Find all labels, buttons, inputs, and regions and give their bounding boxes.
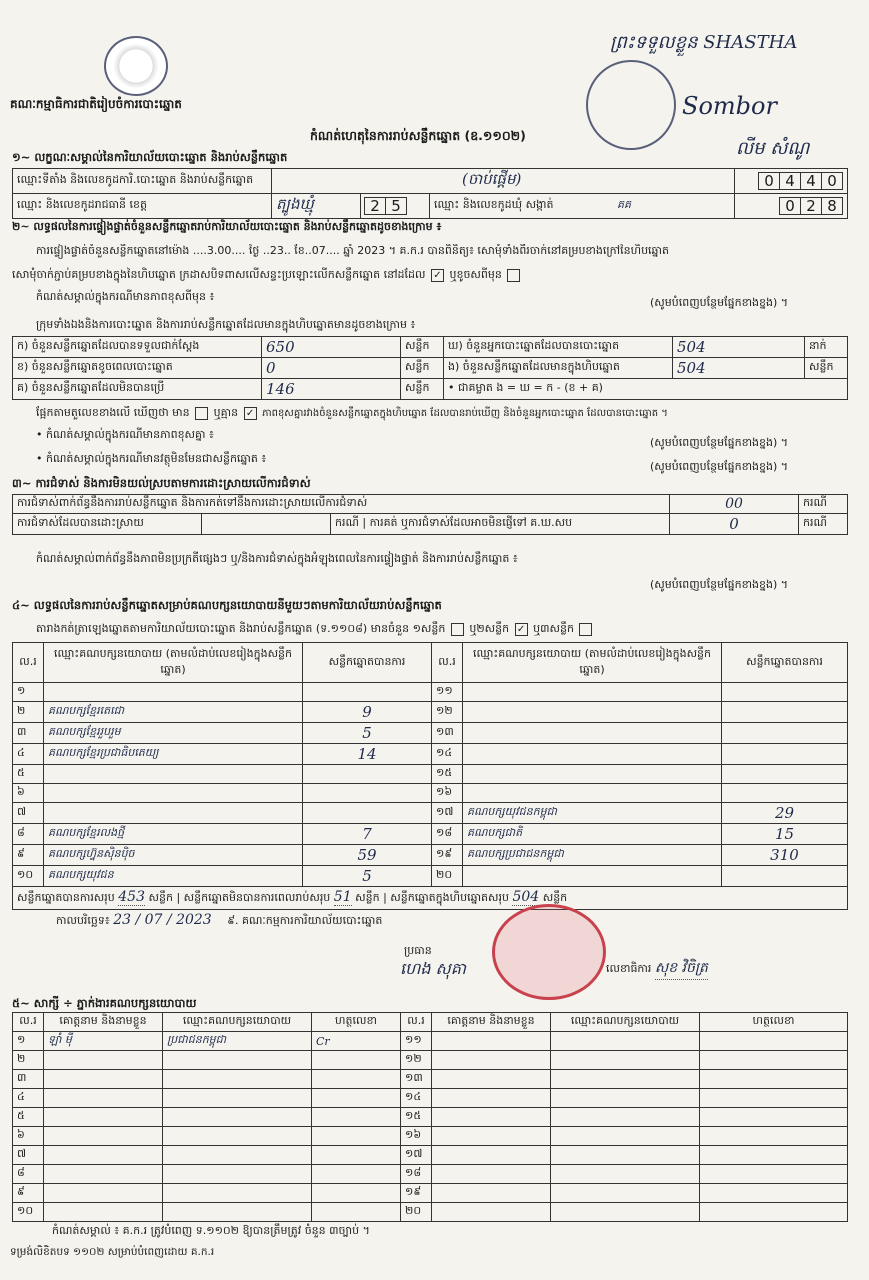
col-votes-right: សន្លឹកឆ្នោតបានការ: [722, 643, 848, 683]
vote-party: [44, 784, 303, 803]
witness-no: ៧: [13, 1146, 44, 1165]
one-sheet-checkbox[interactable]: [451, 623, 464, 636]
witness-signature[interactable]: [700, 1089, 848, 1108]
count-e-value: 504: [673, 358, 805, 379]
witness-name: ឡាំ ម៉ី: [44, 1032, 163, 1051]
witness-name: [432, 1108, 551, 1127]
witness-signature[interactable]: [312, 1165, 401, 1184]
votes-row: [13, 784, 848, 803]
col-no-left: ល.រ: [13, 643, 44, 683]
count-d-unit: នាក់: [805, 337, 848, 358]
count-b-label: ខ) ចំនួនសន្លឹកឆ្នោតខូចពេលបោះឆ្នោត: [13, 358, 262, 379]
witness-party: [551, 1165, 700, 1184]
vote-no: ៤: [13, 744, 44, 765]
witness-name: [44, 1165, 163, 1184]
station-table: [12, 168, 848, 219]
objection-related-label: ការជំទាស់ពាក់ព័ន្ធនឹងការរាប់សន្លឹកឆ្នោត និងការកត់ទៅនឹងការដោះស្រាយលើការជំទាស់: [13, 495, 670, 514]
vote-count: 59: [303, 845, 432, 866]
section-2-title: ២~ លទ្ធផលនៃការផ្ទៀងផ្ទាត់ចំនួនសន្លឹកឆ្នោតរាប់ការិយាល័យបោះឆ្នោត និងរាប់សន្លឹកឆ្នោតដូចខាងក្រោម ៖: [12, 220, 442, 233]
vote-no: ១១: [432, 683, 463, 702]
count-d-value: 504: [673, 337, 805, 358]
witness-name: [44, 1146, 163, 1165]
official-stamp-top: [586, 60, 676, 150]
witness-no: ៩: [13, 1184, 44, 1203]
w-col-no-right: ល.រ: [401, 1013, 432, 1032]
witness-row: [13, 1032, 848, 1051]
nec-emblem: [104, 36, 168, 96]
chair-signature: ហេង សុគា: [400, 959, 467, 978]
fill-note-4: (សូមបំពេញបន្ថែមផ្នែកខាងខ្នង) ។: [650, 578, 789, 591]
vote-count: 5: [303, 866, 432, 887]
commune-label: ឈ្មោះ និងលេខកូដឃុំ សង្កាត់ គគ: [430, 194, 735, 219]
witness-row: [13, 1051, 848, 1070]
section-3-title: ៣~ ការជំទាស់ និងការមិនយល់ស្របតាមការដោះស្រាយលើការជំទាស់: [12, 476, 311, 490]
votes-row: [13, 744, 848, 765]
changed-checkbox[interactable]: [507, 269, 520, 282]
objection-forward-label: ករណី | ការគត់ ឬការជំទាស់ដែលអាចមិនផ្ញើទៅ គ.ឃ.សប: [331, 514, 670, 535]
date-line: កាលបរិច្ឆេទ៖ 23 / 07 / 2023 ៩. គណៈកម្មការការិយាល័យបោះឆ្នោត: [56, 912, 383, 928]
total-valid: 453: [118, 889, 145, 905]
chair-label: ប្រធាន: [404, 944, 432, 957]
count-a-unit: សន្លឹក: [401, 337, 444, 358]
witness-row: [13, 1203, 848, 1222]
witness-party: [551, 1032, 700, 1051]
count-e-unit: សន្លឹក: [805, 358, 848, 379]
col-party-left: ឈ្មោះគណបក្សនយោបាយ (តាមលំដាប់លេខរៀងក្នុងសន្លឹកឆ្នោត): [44, 643, 303, 683]
witness-no: ៤: [13, 1089, 44, 1108]
count-b-unit: សន្លឹក: [401, 358, 444, 379]
fill-note-2: (សូមបំពេញបន្ថែមផ្នែកខាងខ្នង) ។: [650, 436, 789, 449]
org-name: គណៈកម្មាធិការជាតិរៀបចំការបោះឆ្នោត: [10, 97, 182, 111]
count-d-label: ឃ) ចំនួនអ្នកបោះឆ្នោតដែលបានបោះឆ្នោត: [444, 337, 673, 358]
witness-party: [551, 1089, 700, 1108]
witness-name: [432, 1127, 551, 1146]
witness-signature[interactable]: [312, 1070, 401, 1089]
province-label: ឈ្មោះ និងលេខកូដរាជធានី ខេត្ត: [13, 194, 272, 219]
votes-row: [13, 765, 848, 784]
vote-count: 14: [303, 744, 432, 765]
objection-resolved-value: [202, 514, 331, 535]
witness-party: [163, 1184, 312, 1203]
witness-name: [44, 1108, 163, 1127]
vote-party: គណបក្សយុវជន: [44, 866, 303, 887]
witness-no: ១៤: [401, 1089, 432, 1108]
vote-count: 9: [303, 702, 432, 723]
vote-party: គណបក្សខ្មែរលងថ្មី: [44, 824, 303, 845]
w-col-sig-left: ហត្ថលេខា: [312, 1013, 401, 1032]
vote-party: [44, 765, 303, 784]
verification-line-1: ការផ្ទៀងផ្ទាត់ចំនួនសន្លឹកឆ្នោតនៅម៉ោង ....3.00.... ថ្ងៃ ..23.. ខែ..07.... ឆ្នាំ 2023 ។ គ.ក.រ បានពិនិត្យ៖ សោមុំទាំងពីរចាក់នៅគម្របខាងក្រៅនៃហិបឆ្នោត: [36, 244, 670, 257]
committee-label: ៩. គណៈកម្មការការិយាល័យបោះឆ្នោត: [227, 914, 383, 927]
witness-signature[interactable]: [700, 1108, 848, 1127]
vote-count: [722, 744, 848, 765]
witness-signature[interactable]: [700, 1051, 848, 1070]
w-col-name-right: គោត្តនាម និងនាមខ្លួន: [432, 1013, 551, 1032]
witness-no: ១១: [401, 1032, 432, 1051]
witness-row: [13, 1165, 848, 1184]
witness-no: ៥: [13, 1108, 44, 1127]
w-col-sig-right: ហត្ថលេខា: [700, 1013, 848, 1032]
section-1-title: ១~ លក្ខណៈសម្គាល់នៃការិយាល័យបោះឆ្នោត និងរាប់សន្លឹកឆ្នោត: [12, 150, 288, 164]
tally-sheet-line: តារាងកត់ត្រាឡេងឆ្នោតតាមការិយាល័យបោះឆ្នោត និងរាប់សន្លឹកឆ្នោត (ទ.១១០៨) មានចំនួន ១សន្លឹក ឬ២សន្លឹក ✓ ឬ៣សន្លឹក: [36, 622, 594, 638]
vote-no: ១៦: [432, 784, 463, 803]
objection-related-unit: ករណី: [799, 495, 848, 514]
station-label: ឈ្មោះទីតាំង និងលេខកូដការិ.បោះឆ្នោត និងរាប់សន្លឹកឆ្នោត: [13, 169, 272, 194]
witness-party: [551, 1184, 700, 1203]
vote-count: 29: [722, 803, 848, 824]
vote-count: [722, 683, 848, 702]
witness-party: [163, 1203, 312, 1222]
footnote: កំណត់សម្គាល់ ៖ គ.ក.រ ត្រូវបំពេញ ទ.១១០២ ឱ្យបានត្រឹមត្រូវ ចំនួន ៣ច្បាប់ ។: [52, 1224, 370, 1237]
vote-party: គណបក្សខ្មែរតេជោ: [44, 702, 303, 723]
witness-no: ៨: [13, 1165, 44, 1184]
witness-name: [432, 1089, 551, 1108]
witness-signature[interactable]: [700, 1032, 848, 1051]
section-4-title: ៤~ លទ្ធផលនៃការរាប់សន្លឹកឆ្នោតសម្រាប់គណបក្សនយោបាយនីមួយៗតាមការិយាល័យរាប់សន្លឹកឆ្នោត: [12, 598, 442, 612]
vote-party: [463, 723, 722, 744]
witness-signature[interactable]: [312, 1146, 401, 1165]
bullet-foreign: • កំណត់សម្គាល់ក្នុងករណីមានវត្ថុមិនមែនជាសន្លឹកឆ្នោត ៖: [36, 452, 267, 465]
witness-name: [432, 1032, 551, 1051]
vote-no: ៧: [13, 803, 44, 824]
witness-party: [163, 1127, 312, 1146]
witness-no: ១៨: [401, 1165, 432, 1184]
witness-signature[interactable]: [700, 1070, 848, 1089]
votes-row: [13, 702, 848, 723]
witness-no: ១៩: [401, 1184, 432, 1203]
votes-row: [13, 723, 848, 744]
witness-no: ៣: [13, 1070, 44, 1089]
vote-count: [722, 702, 848, 723]
document-title: កំណត់ហេតុនៃការរាប់សន្លឹកឆ្នោត (ឧ.១១០២): [310, 128, 526, 143]
vote-party: [463, 866, 722, 887]
witness-name: [432, 1203, 551, 1222]
witness-name: [44, 1203, 163, 1222]
counts-table: [12, 336, 848, 400]
witness-party: [551, 1108, 700, 1127]
vote-count: 7: [303, 824, 432, 845]
vote-no: ២: [13, 702, 44, 723]
totals-line: សន្លឹកឆ្នោតបានការសរុប 453 សន្លឹក | សន្លឹកឆ្នោតមិនបានការពេលរាប់សរុប 51 សន្លឹក | សន្លឹកឆ្នោតក្នុងហិបឆ្នោតសរុប 504 សន្លឹក: [12, 886, 848, 910]
vote-count: [722, 784, 848, 803]
vote-no: ១២: [432, 702, 463, 723]
witness-no: ១០: [13, 1203, 44, 1222]
vote-party: គណបក្សហ្វ៊ុនស៊ិនប៉ិច: [44, 845, 303, 866]
witness-signature[interactable]: [700, 1203, 848, 1222]
vote-no: ២០: [432, 866, 463, 887]
no-difference-checkbox[interactable]: ✓: [244, 407, 257, 420]
col-no-right: ល.រ: [432, 643, 463, 683]
witness-row: [13, 1184, 848, 1203]
vote-count: [303, 803, 432, 824]
verification-line-2: សោមុំចាក់ភ្ជាប់គម្របខាងក្នុងនៃហិបឆ្នោត ក្រដាសបិទពាសលើសន្ទះប្រឡោះលើកសន្លឹកឆ្នោត នៅដដែល ✓ ឬខូចសពីមុន: [12, 268, 522, 284]
objection-forward-value: 0: [670, 514, 799, 535]
w-col-name-left: គោត្តនាម និងនាមខ្លួន: [44, 1013, 163, 1032]
count-a-label: ក) ចំនួនសន្លឹកឆ្នោតដែលបានទទួលជាក់ស្តែង: [13, 337, 262, 358]
witness-no: ១: [13, 1032, 44, 1051]
witness-party: [551, 1203, 700, 1222]
witness-signature[interactable]: [700, 1184, 848, 1203]
vote-count: 5: [303, 723, 432, 744]
change-note: កំណត់សម្គាល់ក្នុងករណីមានភាពខុសពីមុន ៖: [36, 290, 215, 303]
witness-name: [44, 1070, 163, 1089]
count-c-unit: សន្លឹក: [401, 379, 444, 400]
vote-count: 15: [722, 824, 848, 845]
witness-row: [13, 1089, 848, 1108]
vote-no: ១៨: [432, 824, 463, 845]
votes-row: [13, 683, 848, 702]
vote-count: [722, 765, 848, 784]
date-value: 23 / 07 / 2023: [113, 912, 212, 928]
vote-party: [463, 744, 722, 765]
witness-party: ប្រជាជនកម្ពុជា: [163, 1032, 312, 1051]
witness-signature[interactable]: [312, 1203, 401, 1222]
vote-party: [463, 683, 722, 702]
vote-no: ១៧: [432, 803, 463, 824]
two-sheet-checkbox[interactable]: ✓: [515, 623, 528, 636]
province-code: 2 5: [361, 194, 430, 219]
witness-signature[interactable]: [700, 1165, 848, 1184]
signature-second: លីម សំណូ: [736, 138, 810, 159]
votes-row: [13, 824, 848, 845]
irregularity-note: កំណត់សម្គាល់ពាក់ព័ន្ធនឹងភាពមិនប្រក្រតីផ្សេងៗ ឬ/និងការជំទាស់ក្នុងអំឡុងពេលនៃការផ្ទៀងផ្ទាត់ និងការរាប់សន្លឹកឆ្នោត ៖: [36, 552, 518, 565]
witness-row: [13, 1146, 848, 1165]
objection-resolved-label: ការជំទាស់ដែលបានដោះស្រាយ: [13, 514, 202, 535]
vote-party: គណបក្សជាតិ: [463, 824, 722, 845]
section-5-title: ៥~ សាក្សី ÷ ភ្នាក់ងារគណបក្សនយោបាយ: [12, 996, 197, 1010]
vote-party: [463, 784, 722, 803]
vote-party: [463, 765, 722, 784]
votes-row: [13, 866, 848, 887]
witness-no: ១៥: [401, 1108, 432, 1127]
witness-no: ១៦: [401, 1127, 432, 1146]
witness-name: [432, 1070, 551, 1089]
count-a-value: 650: [262, 337, 401, 358]
witness-no: ១២: [401, 1051, 432, 1070]
witness-party: [163, 1051, 312, 1070]
vote-no: ១៤: [432, 744, 463, 765]
vote-no: ១: [13, 683, 44, 702]
witness-no: ១៣: [401, 1070, 432, 1089]
vote-count: [303, 784, 432, 803]
vote-no: ៩: [13, 845, 44, 866]
vote-party: គណបក្សប្រជាជនកម្ពុជា: [463, 845, 722, 866]
votes-table: [12, 642, 848, 887]
vote-no: ៥: [13, 765, 44, 784]
count-c-label: គ) ចំនួនសន្លឹកឆ្នោតដែលមិនបានប្រើ: [13, 379, 262, 400]
vote-no: ៦: [13, 784, 44, 803]
vote-no: ១៣: [432, 723, 463, 744]
vote-count: [303, 765, 432, 784]
vote-no: ៨: [13, 824, 44, 845]
signature-top: ព្រះទទួលខ្លួន SHASTHA: [610, 32, 798, 53]
count-e-label: ង) ចំនួនសន្លឹកឆ្នោតដែលមានក្នុងហិបឆ្នោត: [444, 358, 673, 379]
votes-row: [13, 845, 848, 866]
witness-name: [432, 1184, 551, 1203]
w-col-party-left: ឈ្មោះគណបក្សនយោបាយ: [163, 1013, 312, 1032]
vote-party: [44, 683, 303, 702]
witness-no: ២: [13, 1051, 44, 1070]
vote-no: ១៥: [432, 765, 463, 784]
unchanged-checkbox[interactable]: ✓: [431, 269, 444, 282]
form-footer: ទម្រង់លិខិតបទ ១១០២ សម្រាប់បំពេញដោយ គ.ក.រ: [10, 1246, 215, 1258]
total-in-box: 504: [512, 889, 540, 905]
col-votes-left: សន្លឹកឆ្នោតបានការ: [303, 643, 432, 683]
witness-signature[interactable]: Cr: [312, 1032, 401, 1051]
witness-name: [44, 1127, 163, 1146]
witness-row: [13, 1108, 848, 1127]
vote-party: គណបក្សយុវជនកម្ពុជា: [463, 803, 722, 824]
witness-no: ១៧: [401, 1146, 432, 1165]
formula: • ជាគម្លាត ង = ឃ = ក - (ខ + គ): [444, 379, 848, 400]
signature-name: Sombor: [682, 92, 777, 120]
secretary-line: លេខាធិការ សុខ វិចិត្រ: [606, 958, 708, 980]
vote-no: ១០: [13, 866, 44, 887]
count-b-value: 0: [262, 358, 401, 379]
votes-row: [13, 803, 848, 824]
vote-no: ៣: [13, 723, 44, 744]
witness-party: [551, 1146, 700, 1165]
total-invalid: 51: [333, 889, 352, 905]
witness-party: [163, 1070, 312, 1089]
difference-line: ផ្អែកតាមតួលេខខាងលើ ឃើញថា មាន ឬគ្មាន ✓ ភាពខុសគ្នារវាងចំនួនសន្លឹកឆ្នោតក្នុងហិបឆ្នោត ដែលបានរាប់ឃើញ និងចំនួនអ្នកបោះឆ្នោត ដែលបានបោះឆ្នោត ។: [36, 406, 668, 419]
objection-forward-unit: ករណី: [799, 514, 848, 535]
witness-signature[interactable]: [312, 1184, 401, 1203]
witness-party: [163, 1146, 312, 1165]
province-value: ត្បូងឃ្មុំ: [272, 194, 361, 219]
witness-row: [13, 1127, 848, 1146]
vote-no: ១៩: [432, 845, 463, 866]
vote-party: គណបក្សខ្មែរប្រជាធិបតេយ្យ: [44, 744, 303, 765]
witness-name: [44, 1184, 163, 1203]
vote-count: [303, 683, 432, 702]
vote-count: [722, 866, 848, 887]
vote-party: [44, 803, 303, 824]
witness-table: [12, 1012, 848, 1222]
has-difference-checkbox[interactable]: [195, 407, 208, 420]
witness-signature[interactable]: [312, 1127, 401, 1146]
bullet-difference: • កំណត់សម្គាល់ក្នុងករណីមានភាពខុសគ្នា ៖: [36, 428, 214, 441]
station-value: (ចាប់ផ្តើម): [272, 169, 735, 194]
witness-name: [432, 1146, 551, 1165]
objections-table: [12, 494, 848, 535]
vote-party: គណបក្សខ្មែររួបរួម: [44, 723, 303, 744]
witness-signature[interactable]: [312, 1089, 401, 1108]
witness-party: [551, 1051, 700, 1070]
witness-row: [13, 1070, 848, 1089]
fill-note-3: (សូមបំពេញបន្ថែមផ្នែកខាងខ្នង) ។: [650, 460, 789, 473]
official-stamp-red: [492, 904, 606, 1000]
count-c-value: 146: [262, 379, 401, 400]
witness-signature[interactable]: [700, 1146, 848, 1165]
vote-count: 310: [722, 845, 848, 866]
witness-signature[interactable]: [312, 1108, 401, 1127]
three-sheet-checkbox[interactable]: [579, 623, 592, 636]
witness-party: [163, 1089, 312, 1108]
count-intro: ក្រុមទាំងឯងនិងការបោះឆ្នោត និងការរាប់សន្លឹកឆ្នោតដែលមានក្នុងហិបឆ្នោតមានដូចខាងក្រោម ៖: [36, 318, 416, 331]
col-party-right: ឈ្មោះគណបក្សនយោបាយ (តាមលំដាប់លេខរៀងក្នុងសន្លឹកឆ្នោត): [463, 643, 722, 683]
vote-party: [463, 702, 722, 723]
w-col-party-right: ឈ្មោះគណបក្សនយោបាយ: [551, 1013, 700, 1032]
witness-no: ៦: [13, 1127, 44, 1146]
objection-related-value: 00: [670, 495, 799, 514]
witness-signature[interactable]: [700, 1127, 848, 1146]
witness-signature[interactable]: [312, 1051, 401, 1070]
commune-code: 0 2 8: [735, 194, 848, 219]
station-code: 0 4 4 0: [735, 169, 848, 194]
witness-name: [432, 1165, 551, 1184]
witness-party: [551, 1070, 700, 1089]
witness-name: [44, 1051, 163, 1070]
witness-party: [551, 1127, 700, 1146]
vote-count: [722, 723, 848, 744]
witness-party: [163, 1108, 312, 1127]
witness-no: ២០: [401, 1203, 432, 1222]
witness-name: [432, 1051, 551, 1070]
w-col-no-left: ល.រ: [13, 1013, 44, 1032]
witness-party: [163, 1165, 312, 1184]
fill-note-1: (សូមបំពេញបន្ថែមផ្នែកខាងខ្នង) ។: [650, 296, 789, 309]
witness-name: [44, 1089, 163, 1108]
